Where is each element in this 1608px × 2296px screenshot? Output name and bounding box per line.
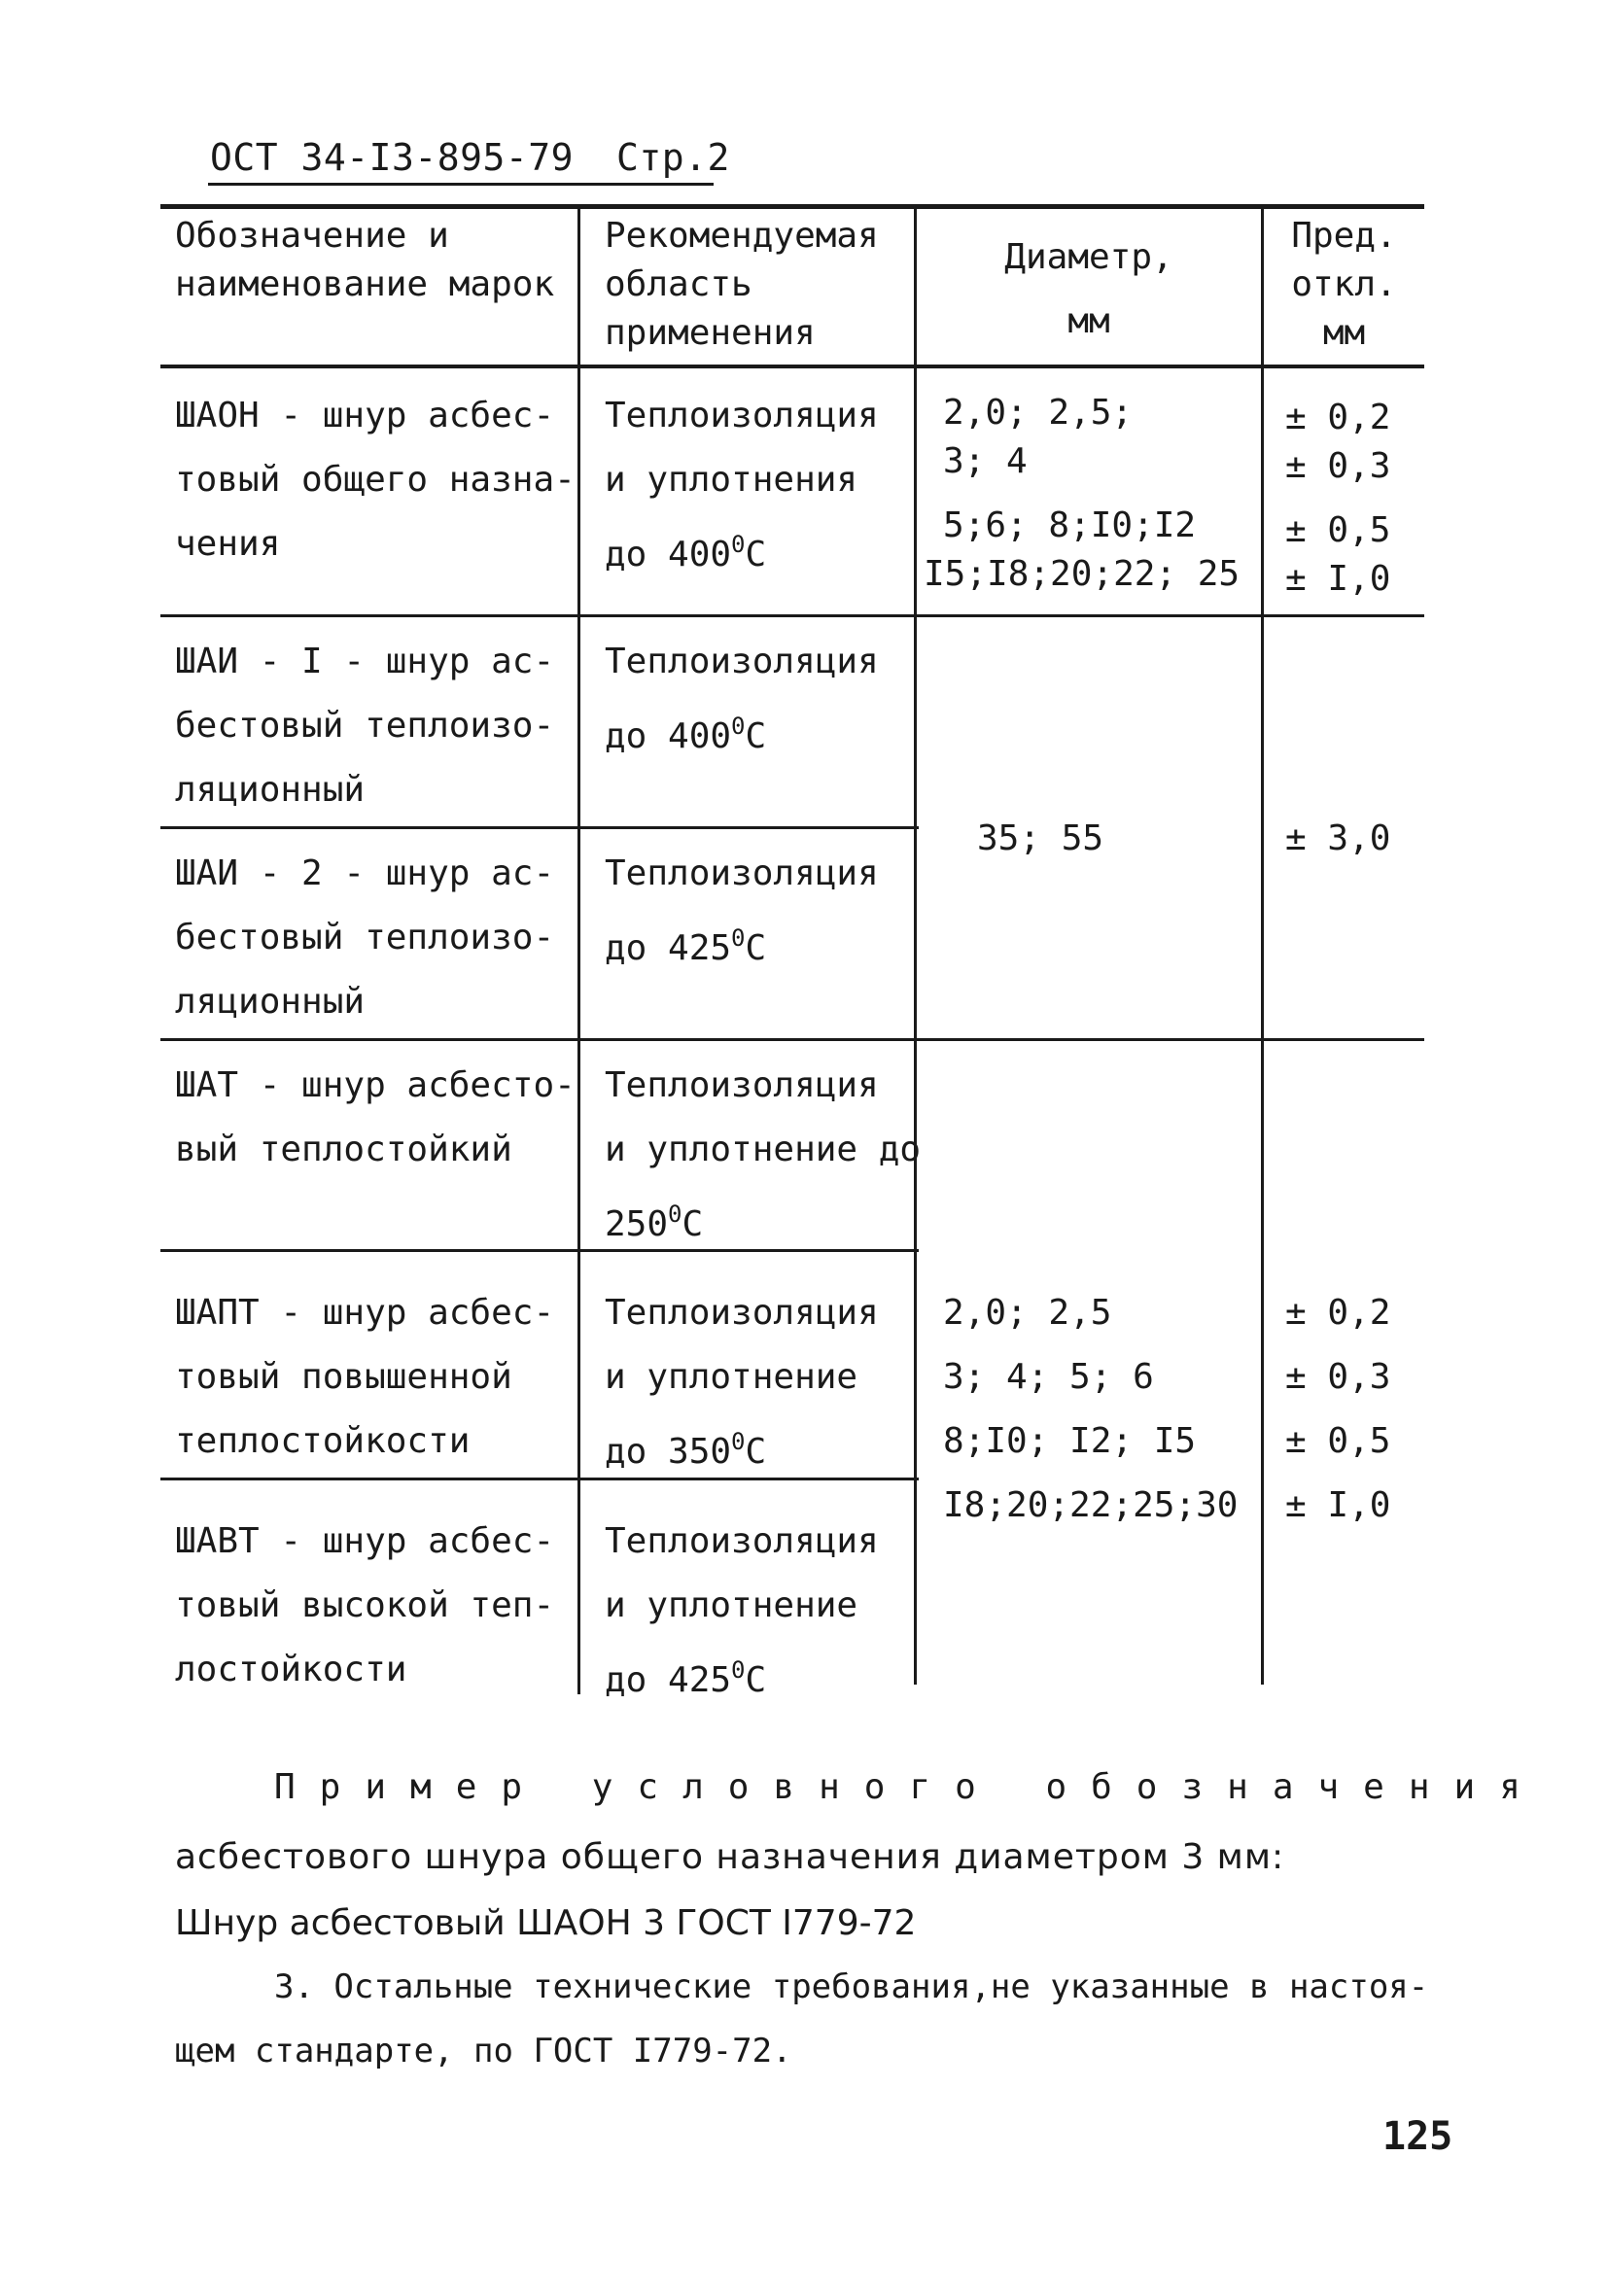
row-shai1-application (605, 630, 879, 769)
row-shavt-name (175, 1510, 554, 1702)
table-top-rule (160, 204, 1424, 209)
diameter-line: 2,0; 2,5; (943, 393, 1134, 433)
application-line: и уплотнение до (605, 1130, 922, 1169)
header-cell-designation (175, 212, 554, 309)
diameter-line: 3; 4 (943, 441, 1028, 481)
name-line: товый общего назна- (175, 460, 576, 500)
tolerance-line: ± 0,2 (1285, 1293, 1391, 1333)
row-divider-1 (160, 614, 1424, 617)
tolerance-group-1 (1285, 394, 1390, 604)
tolerance-line: ± 0,5 (1285, 1421, 1391, 1461)
name-line: ШАВТ - шнур асбес- (175, 1521, 555, 1561)
name-line: ШАТ - шнур асбесто- (175, 1065, 576, 1105)
tolerance-line: ± 0,2 (1285, 398, 1391, 437)
tolerance-group-3 (1285, 1281, 1390, 1538)
application-line: Теплоизоляция (605, 396, 879, 435)
tolerance-line: ± 0,5 (1285, 510, 1391, 550)
header-text: Пред. (1291, 216, 1397, 256)
row-shapt-application (605, 1281, 879, 1484)
example-heading: Пример условного обозначения (274, 1767, 1545, 1807)
row-shavt-application (605, 1510, 879, 1713)
application-temp: $250^0С$ (605, 1200, 704, 1244)
name-line: товый повышенной (175, 1357, 512, 1397)
diameter-group-1 (924, 389, 1240, 599)
header-text: Рекомендуемая (605, 216, 879, 256)
application-temp: до $425^0С$ (605, 924, 767, 968)
application-line: Теплоизоляция (605, 1065, 879, 1105)
row-shai2-application (605, 842, 879, 981)
application-line: и уплотнение (605, 1585, 858, 1625)
name-line: бестовый теплоизо- (175, 706, 555, 746)
header-cell-tolerance (1264, 212, 1424, 358)
header-cell-application (605, 212, 879, 358)
tolerance-line: ± 0,3 (1285, 446, 1391, 486)
diameter-line: 5;6; 8;I0;I2 (943, 505, 1197, 545)
header-cell-diameter (917, 226, 1261, 354)
row-shaon-application (605, 384, 879, 587)
diameter-line: I8;20;22;25;30 (943, 1485, 1239, 1525)
header-text: наименование марок (175, 264, 555, 304)
tolerance-line: ± 0,3 (1285, 1357, 1391, 1397)
row-divider-2 (160, 826, 919, 829)
diameter-group-3 (943, 1281, 1238, 1538)
row-shaon-name (175, 384, 576, 576)
header-underline (208, 183, 714, 186)
diameter-line: 8;I0; I2; I5 (943, 1421, 1197, 1461)
application-temp: до $350^0С$ (605, 1428, 767, 1472)
row-divider-3 (160, 1038, 1424, 1041)
header-text: мм (1067, 301, 1110, 341)
name-line: ляционный (175, 982, 366, 1022)
page-label: Стр.2 (616, 136, 730, 179)
column-divider-2 (914, 207, 917, 1685)
application-line: и уплотнения (605, 460, 858, 500)
application-line: Теплоизоляция (605, 853, 879, 893)
header-text: мм (1322, 313, 1366, 353)
name-line: лостойкости (175, 1650, 407, 1689)
name-line: чения (175, 524, 281, 564)
name-line: вый теплостойкий (175, 1130, 512, 1169)
tolerance-line: ± I,0 (1285, 1485, 1391, 1525)
name-line: бестовый теплоизо- (175, 918, 555, 957)
application-line: Теплоизоляция (605, 1293, 879, 1333)
application-temp: до $425^0С$ (605, 1656, 767, 1700)
diameter-line: 3; 4; 5; 6 (943, 1357, 1154, 1397)
name-line: ШАИ - 2 - шнур ас- (175, 853, 555, 893)
column-divider-1 (577, 207, 580, 1694)
row-shat-application (605, 1054, 921, 1257)
tolerance-group-2: ± 3,0 (1285, 818, 1391, 858)
row-shai1-name (175, 630, 554, 822)
application-temp: до $400^0С$ (605, 531, 767, 574)
row-shat-name (175, 1054, 576, 1182)
name-line: товый высокой теп- (175, 1585, 555, 1625)
document-code: ОСТ 34-I3-895-79 (210, 136, 575, 179)
table-header-rule (160, 365, 1424, 368)
tolerance-line: ± I,0 (1285, 559, 1391, 599)
name-line: теплостойкости (175, 1421, 471, 1461)
page-number: 125 (1382, 2114, 1453, 2159)
row-shai2-name (175, 842, 554, 1034)
designation-example: Шнур асбестовый ШАОН 3 ГОСТ I779-72 (175, 1903, 917, 1943)
diameter-group-2: 35; 55 (977, 818, 1104, 858)
diameter-line: 2,0; 2,5 (943, 1293, 1112, 1333)
diameter-line: I5;I8;20;22; 25 (924, 554, 1241, 594)
header-text: откл. (1291, 264, 1397, 304)
name-line: ляционный (175, 770, 366, 810)
application-line: Теплоизоляция (605, 642, 879, 681)
paragraph-3-line-1: 3. Остальные технические требования,не указанные в настоя- (274, 1967, 1429, 2006)
name-line: ШАОН - шнур асбес- (175, 396, 555, 435)
application-temp: до $400^0С$ (605, 713, 767, 756)
header-text: область (605, 264, 752, 304)
application-line: и уплотнение (605, 1357, 858, 1397)
header-text: Обозначение и (175, 216, 449, 256)
column-divider-3 (1261, 207, 1264, 1685)
application-line: Теплоизоляция (605, 1521, 879, 1561)
header-text: применения (605, 313, 816, 353)
row-shapt-name (175, 1281, 554, 1474)
example-line: асбестового шнура общего назначения диаметром 3 мм: (175, 1837, 1285, 1877)
header-text: Диаметр, (1004, 237, 1173, 277)
name-line: ШАПТ - шнур асбес- (175, 1293, 555, 1333)
name-line: ШАИ - I - шнур ас- (175, 642, 555, 681)
paragraph-3-line-2: щем стандарте, по ГОСТ I779-72. (175, 2032, 792, 2070)
